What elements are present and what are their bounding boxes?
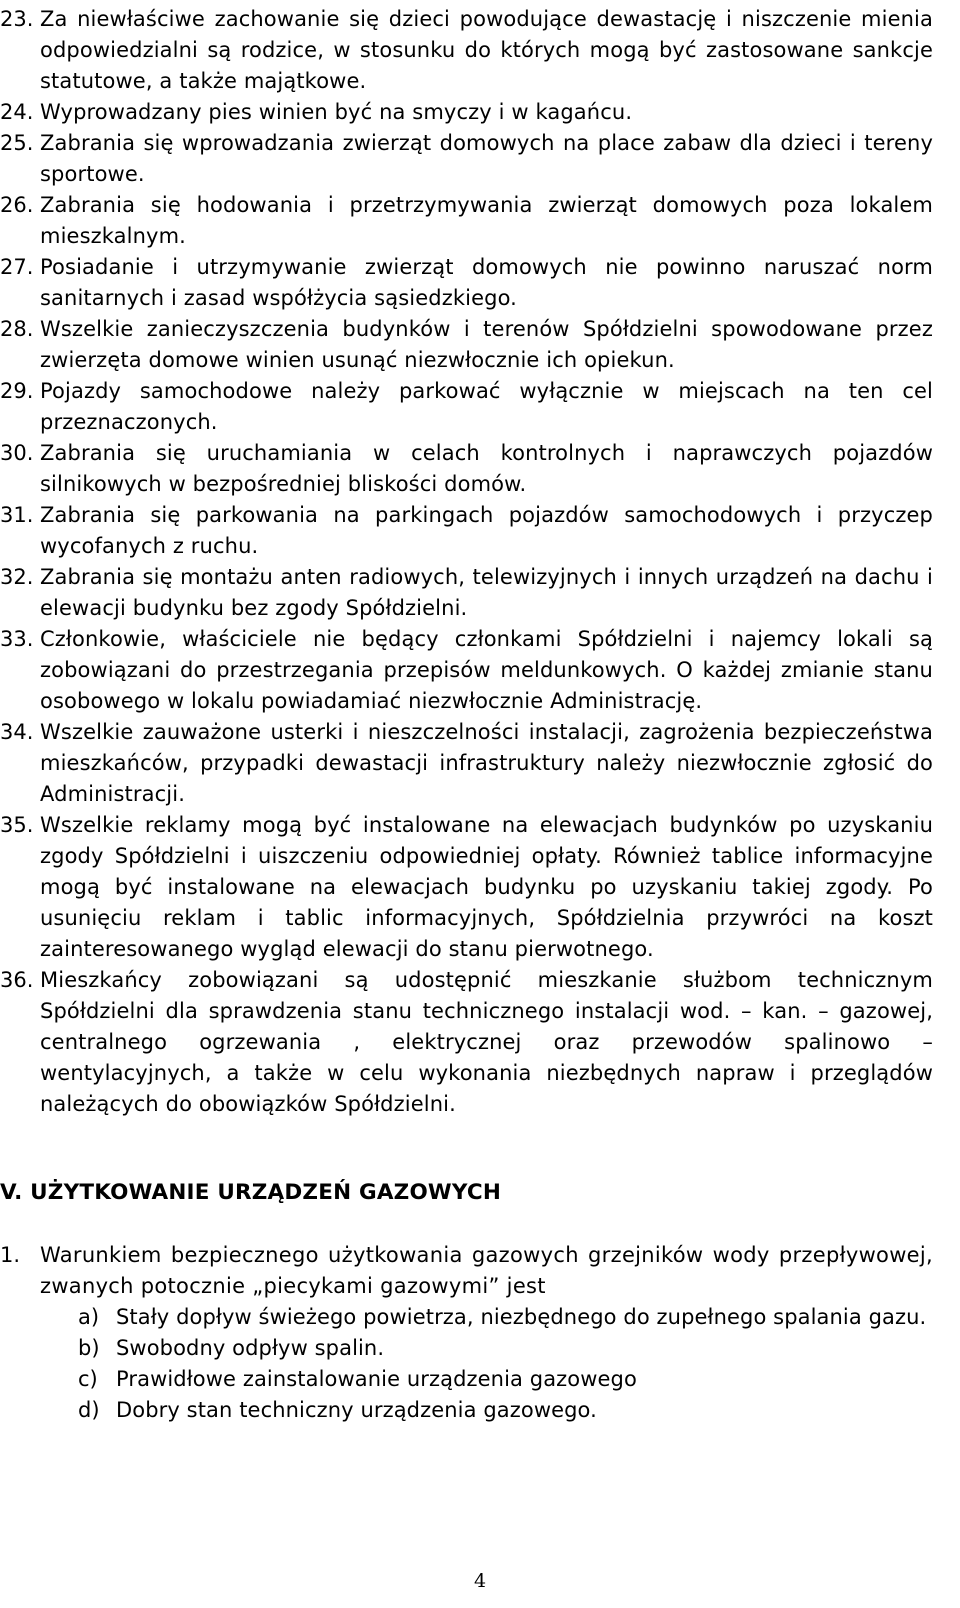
- gas-item-number: 1.: [0, 1243, 21, 1267]
- rule-text: Wszelkie reklamy mogą być instalowane na elewacjach budynków po uzyskaniu zgody Spółdzielni i uiszczeniu odpowiedniej opłaty. Również tablice informacyjne mogą być instalowane na elewacjach budynku po uzyskaniu takiej zgody. Po usunięciu reklam i tablic informacyjnych, Spółdzielnia przywróci na koszt zainteresowanego wygląd elewacji do stanu pierwotnego.: [40, 813, 933, 961]
- subitem-text: Dobry stan techniczny urządzenia gazowego.: [116, 1398, 597, 1422]
- rule-text: Wszelkie zauważone usterki i nieszczelności instalacji, zagrożenia bezpieczeństwa mieszkańców, przypadki dewastacji infrastruktury należy niezwłocznie zgłosić do Administracji.: [40, 720, 933, 806]
- rule-number: 31.: [0, 503, 34, 527]
- rule-item: [0, 4, 960, 97]
- rule-text: Mieszkańcy zobowiązani są udostępnić mieszkanie służbom technicznym Spółdzielni dla sprawdzenia stanu technicznego instalacji wod. – kan. – gazowej, centralnego ogrzewania , elektrycznej oraz przewodów spalinowo – wentylacyjnych, a także w celu wykonania niezbędnych napraw i przeglądów należących do obowiązków Spółdzielni.: [40, 968, 933, 1116]
- rule-item: [0, 190, 960, 252]
- rule-item: [0, 500, 960, 562]
- rule-number: 30.: [0, 441, 34, 465]
- subitem-label: a): [78, 1305, 100, 1329]
- rule-item: [0, 965, 960, 1120]
- rule-text: Za niewłaściwe zachowanie się dzieci powodujące dewastację i niszczenie mienia odpowiedzialni są rodzice, w stosunku do których mogą być zastosowane sankcje statutowe, a także majątkowe.: [40, 7, 933, 93]
- rule-number: 33.: [0, 627, 34, 651]
- rule-item: [0, 562, 960, 624]
- rule-item: [0, 128, 960, 190]
- rule-text: Wyprowadzany pies winien być na smyczy i w kagańcu.: [40, 100, 633, 124]
- subitem-text: Prawidłowe zainstalowanie urządzenia gazowego: [116, 1367, 637, 1391]
- gas-item-text: Warunkiem bezpiecznego użytkowania gazowych grzejników wody przepływowej, zwanych potocznie „piecykami gazowymi” jest: [40, 1243, 933, 1298]
- rule-text: Zabrania się montażu anten radiowych, telewizyjnych i innych urządzeń na dachu i elewacji budynku bez zgody Spółdzielni.: [40, 565, 933, 620]
- rule-text: Członkowie, właściciele nie będący członkami Spółdzielni i najemcy lokali są zobowiązani do przestrzegania przepisów meldunkowych. O każdej zmianie stanu osobowego w lokalu powiadamiać niezwłocznie Administrację.: [40, 627, 933, 713]
- gas-subitem: [0, 1302, 960, 1333]
- subitem-text: Swobodny odpływ spalin.: [116, 1336, 385, 1360]
- rule-item: [0, 810, 960, 965]
- rule-number: 35.: [0, 813, 34, 837]
- rule-item: [0, 438, 960, 500]
- subitem-label: d): [78, 1398, 100, 1422]
- rule-number: 36.: [0, 968, 34, 992]
- rule-text: Zabrania się wprowadzania zwierząt domowych na place zabaw dla dzieci i tereny sportowe.: [40, 131, 933, 186]
- rules-list: [0, 4, 960, 1120]
- gas-section-list: [0, 1240, 960, 1426]
- rule-number: 29.: [0, 379, 34, 403]
- rule-item: [0, 376, 960, 438]
- rule-number: 34.: [0, 720, 34, 744]
- rule-item: [0, 717, 960, 810]
- rule-number: 32.: [0, 565, 34, 589]
- rule-number: 27.: [0, 255, 34, 279]
- rule-item: [0, 97, 960, 128]
- subitem-text: Stały dopływ świeżego powietrza, niezbędnego do zupełnego spalania gazu.: [116, 1305, 927, 1329]
- rule-text: Pojazdy samochodowe należy parkować wyłącznie w miejscach na ten cel przeznaczonych.: [40, 379, 933, 434]
- rule-text: Zabrania się parkowania na parkingach pojazdów samochodowych i przyczep wycofanych z ruchu.: [40, 503, 933, 558]
- rule-number: 28.: [0, 317, 34, 341]
- rule-number: 26.: [0, 193, 34, 217]
- gas-subitem: [0, 1395, 960, 1426]
- subitem-label: c): [78, 1367, 98, 1391]
- rule-text: Zabrania się hodowania i przetrzymywania zwierząt domowych poza lokalem mieszkalnym.: [40, 193, 933, 248]
- gas-subitem: [0, 1333, 960, 1364]
- gas-subitems: [0, 1302, 960, 1426]
- section-heading: V. UŻYTKOWANIE URZĄDZEŃ GAZOWYCH: [0, 1180, 502, 1205]
- rule-number: 23.: [0, 7, 34, 31]
- rule-number: 25.: [0, 131, 34, 155]
- rule-text: Wszelkie zanieczyszczenia budynków i terenów Spółdzielni spowodowane przez zwierzęta domowe winien usunąć niezwłocznie ich opiekun.: [40, 317, 933, 372]
- rule-text: Posiadanie i utrzymywanie zwierząt domowych nie powinno naruszać norm sanitarnych i zasad współżycia sąsiedzkiego.: [40, 255, 933, 310]
- page-number: 4: [473, 1570, 487, 1592]
- rule-item: [0, 624, 960, 717]
- subitem-label: b): [78, 1336, 100, 1360]
- gas-item: [0, 1240, 960, 1302]
- rule-item: [0, 314, 960, 376]
- rule-item: [0, 252, 960, 314]
- rule-text: Zabrania się uruchamiania w celach kontrolnych i naprawczych pojazdów silnikowych w bezpośredniej bliskości domów.: [40, 441, 933, 496]
- gas-subitem: [0, 1364, 960, 1395]
- rule-number: 24.: [0, 100, 34, 124]
